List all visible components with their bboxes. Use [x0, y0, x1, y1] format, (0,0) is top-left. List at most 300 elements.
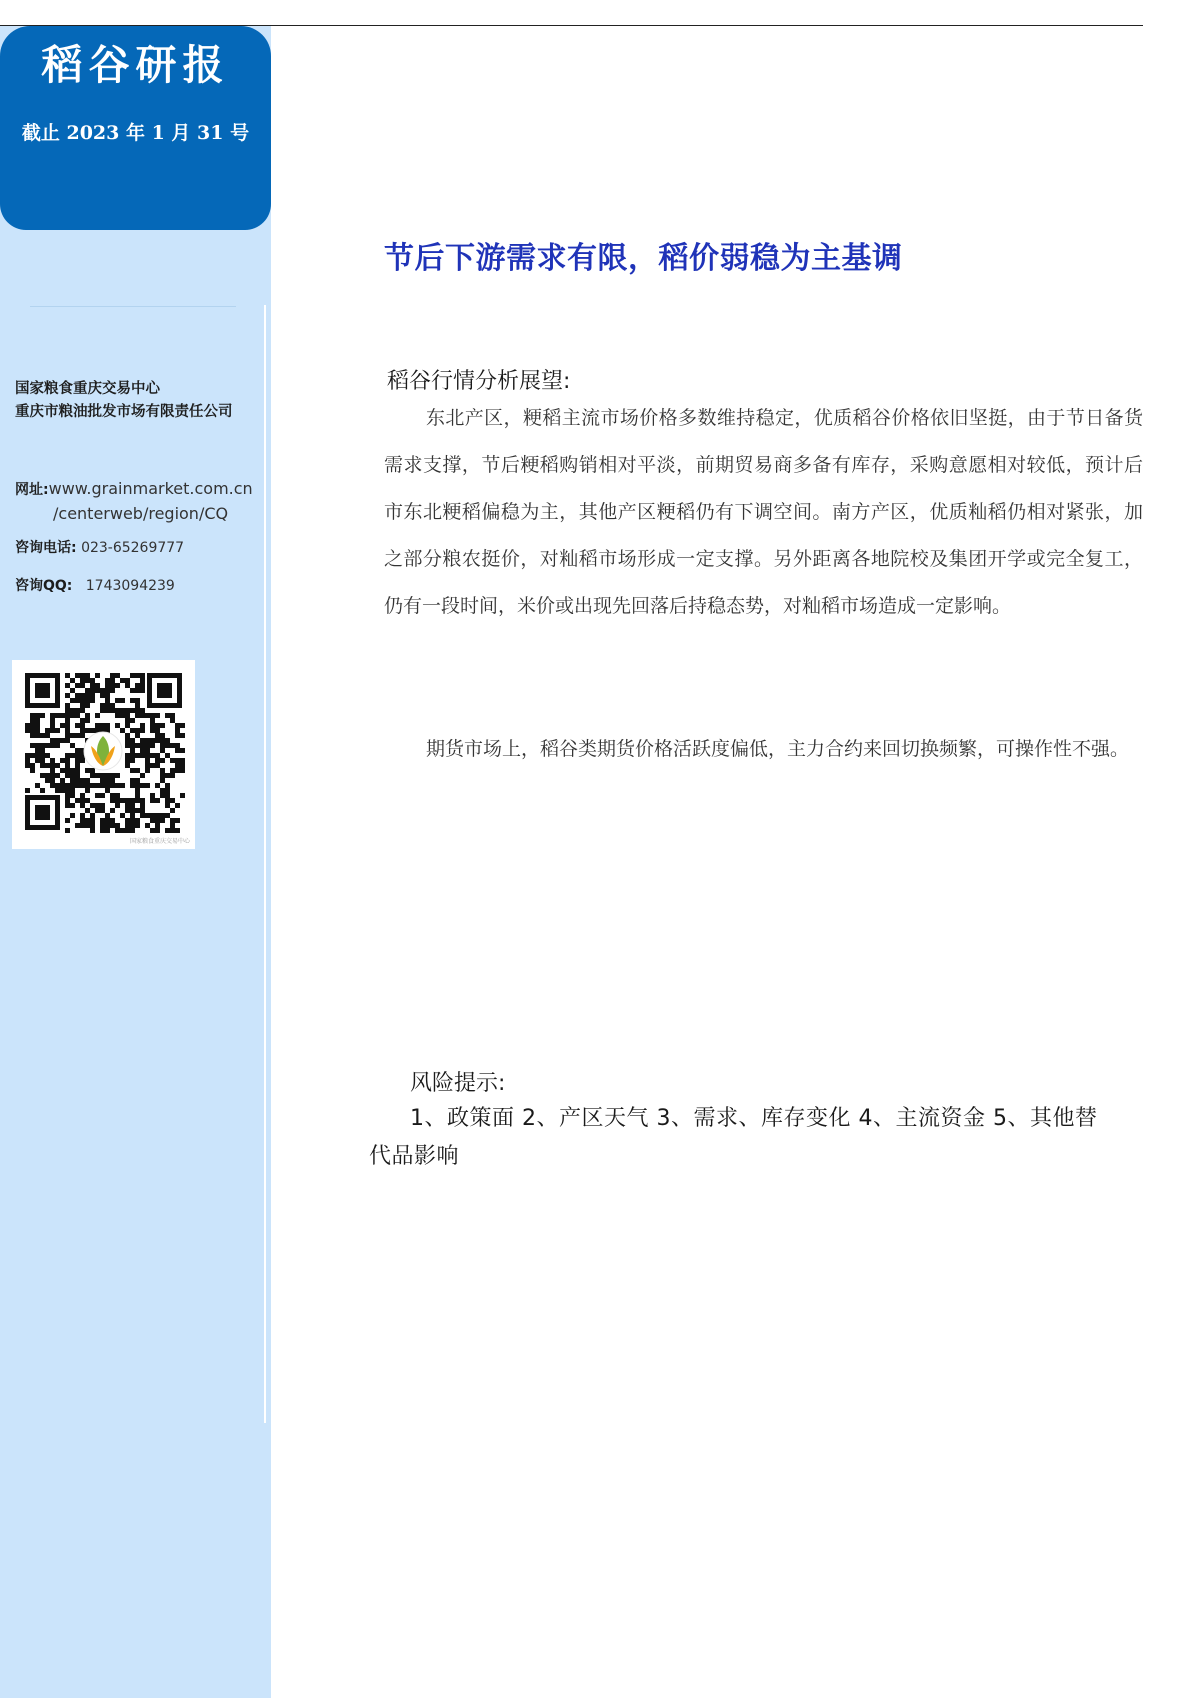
- qr-module: [60, 768, 65, 773]
- qr-module: [110, 688, 115, 693]
- qr-module: [40, 758, 45, 763]
- qr-module: [45, 753, 50, 758]
- qr-module: [45, 763, 50, 768]
- qr-module: [160, 793, 165, 798]
- qr-module: [115, 773, 120, 778]
- qr-module: [85, 788, 90, 793]
- qr-module: [160, 778, 165, 783]
- qr-module: [55, 713, 60, 718]
- qr-module: [85, 783, 90, 788]
- qr-module: [40, 763, 45, 768]
- qr-module: [40, 788, 45, 793]
- qr-module: [155, 738, 160, 743]
- qr-module: [140, 728, 145, 733]
- qr-module: [170, 718, 175, 723]
- qr-module: [125, 808, 130, 813]
- qr-module: [155, 713, 160, 718]
- qr-module: [155, 763, 160, 768]
- qr-module: [70, 788, 75, 793]
- qr-module: [30, 753, 35, 758]
- qr-module: [100, 773, 105, 778]
- qr-module: [140, 688, 145, 693]
- qr-module: [40, 713, 45, 718]
- qr-module: [100, 818, 105, 823]
- qr-module: [175, 803, 180, 808]
- qr-module: [110, 773, 115, 778]
- qr-module: [70, 803, 75, 808]
- qr-module: [155, 828, 160, 833]
- risk-items: 1、政策面 2、产区天气 3、需求、库存变化 4、主流资金 5、其他替代品影响: [369, 1106, 1098, 1169]
- qr-module: [75, 823, 80, 828]
- qr-module: [95, 773, 100, 778]
- qr-module: [100, 688, 105, 693]
- qr-module: [170, 773, 175, 778]
- qr-module: [160, 773, 165, 778]
- qr-module: [85, 698, 90, 703]
- qr-module: [160, 743, 165, 748]
- qr-module: [85, 718, 90, 723]
- qr-module: [105, 678, 110, 683]
- qr-module: [95, 783, 100, 788]
- qq-line: [15, 575, 175, 595]
- qr-module: [160, 748, 165, 753]
- phone-line: [15, 537, 184, 557]
- qr-module: [75, 683, 80, 688]
- qr-module: [90, 698, 95, 703]
- qr-module: [75, 723, 80, 728]
- qr-module: [120, 678, 125, 683]
- qr-module: [125, 708, 130, 713]
- qr-module: [80, 803, 85, 808]
- org-name-primary: 国家粮食重庆交易中心: [15, 381, 160, 397]
- qr-module: [95, 723, 100, 728]
- qr-module: [175, 818, 180, 823]
- qr-module: [165, 773, 170, 778]
- qr-module: [60, 738, 65, 743]
- qr-module: [90, 803, 95, 808]
- qr-module: [65, 818, 70, 823]
- qr-module: [155, 818, 160, 823]
- qr-module: [105, 773, 110, 778]
- qr-module: [145, 768, 150, 773]
- qr-module: [175, 723, 180, 728]
- qr-module: [115, 713, 120, 718]
- brand-title: 稻谷研报: [41, 41, 230, 89]
- qr-module: [30, 713, 35, 718]
- qr-module: [145, 748, 150, 753]
- qr-module: [150, 738, 155, 743]
- qr-module: [90, 688, 95, 693]
- qr-module: [115, 783, 120, 788]
- qr-module: [85, 728, 90, 733]
- qr-module: [115, 708, 120, 713]
- qr-module: [35, 783, 40, 788]
- qr-module: [120, 798, 125, 803]
- qr-module: [85, 673, 90, 678]
- qr-module: [175, 748, 180, 753]
- qr-module: [60, 723, 65, 728]
- qr-module: [70, 698, 75, 703]
- qr-module: [110, 778, 115, 783]
- qr-module: [25, 758, 30, 763]
- qr-module: [85, 823, 90, 828]
- qr-module: [85, 713, 90, 718]
- qr-module: [130, 748, 135, 753]
- qr-module: [80, 683, 85, 688]
- qr-module: [140, 798, 145, 803]
- qr-module: [100, 808, 105, 813]
- qr-module: [75, 698, 80, 703]
- qr-module: [35, 753, 40, 758]
- qr-module: [135, 783, 140, 788]
- qr-module: [110, 703, 115, 708]
- qr-module: [130, 698, 135, 703]
- qr-module: [170, 713, 175, 718]
- qr-module: [170, 768, 175, 773]
- qr-module: [105, 788, 110, 793]
- qr-module: [110, 673, 115, 678]
- qr-module: [35, 723, 40, 728]
- qr-module: [65, 783, 70, 788]
- qr-module: [80, 728, 85, 733]
- qr-code: [12, 660, 195, 849]
- qr-module: [155, 723, 160, 728]
- qr-module: [120, 713, 125, 718]
- qr-module: [130, 808, 135, 813]
- qr-module: [90, 768, 95, 773]
- qr-module: [40, 753, 45, 758]
- qr-module: [180, 758, 185, 763]
- qr-module: [155, 728, 160, 733]
- qr-module: [135, 768, 140, 773]
- qr-module: [130, 778, 135, 783]
- qr-module: [150, 743, 155, 748]
- qr-module: [135, 683, 140, 688]
- qr-module: [180, 793, 185, 798]
- qr-module: [135, 788, 140, 793]
- qr-module: [30, 733, 35, 738]
- qr-module: [125, 828, 130, 833]
- qr-module: [150, 798, 155, 803]
- qr-module: [55, 728, 60, 733]
- qr-module: [85, 778, 90, 783]
- qr-module: [150, 718, 155, 723]
- qr-module: [40, 733, 45, 738]
- qr-module: [55, 788, 60, 793]
- qr-module: [155, 798, 160, 803]
- qr-module: [80, 673, 85, 678]
- qr-module: [140, 803, 145, 808]
- website-url[interactable]: www.grainmarket.com.cn: [48, 479, 253, 498]
- qr-module: [65, 798, 70, 803]
- qr-module: [50, 723, 55, 728]
- qr-module: [180, 763, 185, 768]
- qr-module: [105, 698, 110, 703]
- website-label: 网址:: [15, 482, 49, 498]
- qr-module: [50, 728, 55, 733]
- qr-module: [125, 763, 130, 768]
- qr-module: [140, 743, 145, 748]
- qr-module: [75, 798, 80, 803]
- qr-module: [130, 753, 135, 758]
- qr-module: [160, 758, 165, 763]
- qr-module: [105, 688, 110, 693]
- qr-module: [130, 758, 135, 763]
- qr-module: [115, 673, 120, 678]
- qr-module: [120, 813, 125, 818]
- qr-module: [125, 758, 130, 763]
- qr-module: [65, 788, 70, 793]
- qr-module: [65, 773, 70, 778]
- qr-module: [80, 813, 85, 818]
- qr-module: [175, 758, 180, 763]
- qr-module: [110, 678, 115, 683]
- qr-module: [80, 818, 85, 823]
- qr-module: [150, 763, 155, 768]
- qr-module: [175, 763, 180, 768]
- qr-module: [180, 723, 185, 728]
- qr-module: [75, 693, 80, 698]
- qr-module: [85, 808, 90, 813]
- qr-module: [150, 753, 155, 758]
- qr-module: [170, 818, 175, 823]
- qr-module: [100, 803, 105, 808]
- qr-module: [115, 698, 120, 703]
- qr-module: [70, 713, 75, 718]
- qr-module: [70, 813, 75, 818]
- qr-module: [35, 743, 40, 748]
- qr-module: [85, 678, 90, 683]
- qr-module: [125, 738, 130, 743]
- sidebar: [0, 26, 271, 1698]
- qr-module: [35, 718, 40, 723]
- qr-module: [25, 728, 30, 733]
- qr-module: [140, 673, 145, 678]
- qr-module: [105, 823, 110, 828]
- website-url-continued[interactable]: /centerweb/region/CQ: [53, 504, 229, 523]
- qr-module: [25, 723, 30, 728]
- qr-module: [30, 743, 35, 748]
- qr-module: [130, 738, 135, 743]
- qr-module: [165, 753, 170, 758]
- qr-module: [165, 813, 170, 818]
- qr-module: [165, 743, 170, 748]
- qr-module: [105, 723, 110, 728]
- qr-module: [75, 768, 80, 773]
- qr-module: [105, 783, 110, 788]
- qr-module: [140, 708, 145, 713]
- qr-module: [150, 793, 155, 798]
- qr-module: [70, 678, 75, 683]
- qr-module: [95, 713, 100, 718]
- qr-module: [130, 828, 135, 833]
- qr-module: [110, 793, 115, 798]
- qr-module: [70, 753, 75, 758]
- qr-module: [65, 733, 70, 738]
- qr-module: [95, 808, 100, 813]
- qr-module: [145, 753, 150, 758]
- qr-module: [110, 808, 115, 813]
- qr-module: [160, 723, 165, 728]
- qr-module: [40, 743, 45, 748]
- qr-module: [75, 763, 80, 768]
- qr-module: [55, 773, 60, 778]
- qr-module: [165, 793, 170, 798]
- qr-module: [175, 828, 180, 833]
- analysis-paragraph-1: 东北产区，粳稻主流市场价格多数维持稳定，优质稻谷价格依旧坚挺，由于节日备货需求支撑，节后粳稻购销相对平淡，前期贸易商多备有库存，采购意愿相对较低，预计后市东北粳稻偏稳为主，其他产区粳稻仍有下调空间。南方产区，优质籼稻仍相对紧张，加之部分粮农挺价，对籼稻市场形成一定支撑。另外距离各地院校及集团开学或完全复工，仍有一段时间，米价或出现先回落后持稳态势，对籼稻市场造成一定影响。: [384, 407, 1143, 617]
- qr-module: [130, 718, 135, 723]
- qr-module: [175, 743, 180, 748]
- qr-module: [100, 793, 105, 798]
- qr-module: [125, 743, 130, 748]
- qr-module: [135, 798, 140, 803]
- qr-module: [100, 693, 105, 698]
- sidebar-separator: [30, 306, 236, 307]
- qr-module: [90, 728, 95, 733]
- qr-module: [110, 798, 115, 803]
- qr-module: [105, 683, 110, 688]
- qr-module: [110, 818, 115, 823]
- qr-module: [170, 758, 175, 763]
- qr-module: [175, 733, 180, 738]
- qr-module: [140, 783, 145, 788]
- qr-module: [160, 813, 165, 818]
- qr-module: [30, 723, 35, 728]
- qr-module: [120, 708, 125, 713]
- qr-module: [85, 693, 90, 698]
- qr-module: [80, 718, 85, 723]
- qr-module: [155, 758, 160, 763]
- qr-module: [165, 738, 170, 743]
- qr-module: [75, 713, 80, 718]
- qr-module: [130, 673, 135, 678]
- qr-module: [155, 823, 160, 828]
- qr-module: [50, 783, 55, 788]
- qr-module: [65, 793, 70, 798]
- qr-module: [70, 783, 75, 788]
- qr-module: [135, 778, 140, 783]
- qr-module: [150, 818, 155, 823]
- qr-module: [140, 808, 145, 813]
- qr-module: [70, 778, 75, 783]
- qr-module: [65, 753, 70, 758]
- qr-module: [60, 788, 65, 793]
- qr-module: [145, 823, 150, 828]
- qr-module: [65, 718, 70, 723]
- qr-module: [170, 828, 175, 833]
- qr-module: [150, 813, 155, 818]
- qr-module: [105, 828, 110, 833]
- qr-module: [55, 783, 60, 788]
- qr-module: [170, 808, 175, 813]
- qr-module: [40, 748, 45, 753]
- qr-module: [140, 813, 145, 818]
- qr-module: [135, 713, 140, 718]
- qr-module: [170, 823, 175, 828]
- qr-module: [35, 733, 40, 738]
- qr-module: [50, 713, 55, 718]
- qr-module: [165, 798, 170, 803]
- qr-module: [150, 723, 155, 728]
- qr-module: [110, 783, 115, 788]
- qr-module: [160, 788, 165, 793]
- qr-module: [65, 723, 70, 728]
- qr-module: [30, 763, 35, 768]
- qr-module: [35, 728, 40, 733]
- qr-module: [35, 748, 40, 753]
- qr-module: [110, 683, 115, 688]
- qr-module: [170, 798, 175, 803]
- qr-module: [120, 783, 125, 788]
- qr-caption: 国家粮食重庆交易中心: [130, 838, 191, 845]
- qr-module: [125, 713, 130, 718]
- qr-module: [175, 768, 180, 773]
- qr-module: [70, 768, 75, 773]
- qr-module: [65, 763, 70, 768]
- qr-module: [135, 688, 140, 693]
- qr-module: [100, 708, 105, 713]
- qr-module: [75, 708, 80, 713]
- qr-module: [100, 778, 105, 783]
- qr-module: [65, 768, 70, 773]
- qr-module: [65, 728, 70, 733]
- qr-module: [65, 703, 70, 708]
- qr-module: [135, 703, 140, 708]
- qr-module: [130, 813, 135, 818]
- qr-module: [65, 708, 70, 713]
- qr-module: [85, 768, 90, 773]
- qq-label: 咨询QQ:: [15, 578, 73, 594]
- qr-module: [95, 793, 100, 798]
- qr-module: [50, 738, 55, 743]
- qr-module: [150, 728, 155, 733]
- phone-number: 023-65269777: [81, 540, 185, 556]
- qr-module: [140, 748, 145, 753]
- qr-module: [50, 773, 55, 778]
- qr-module: [75, 778, 80, 783]
- qr-module: [30, 768, 35, 773]
- qr-module: [105, 778, 110, 783]
- qr-module: [125, 733, 130, 738]
- qr-module: [145, 783, 150, 788]
- qr-module: [125, 803, 130, 808]
- qr-module: [120, 728, 125, 733]
- qr-module: [160, 733, 165, 738]
- qr-module: [105, 813, 110, 818]
- qr-module: [25, 788, 30, 793]
- qr-module: [45, 733, 50, 738]
- qr-module: [65, 738, 70, 743]
- qr-module: [140, 683, 145, 688]
- qr-module: [130, 743, 135, 748]
- qr-module: [165, 803, 170, 808]
- qr-module: [80, 758, 85, 763]
- qr-module: [45, 728, 50, 733]
- qr-module: [75, 748, 80, 753]
- qr-module: [90, 783, 95, 788]
- qr-module: [130, 823, 135, 828]
- qr-module: [145, 743, 150, 748]
- qr-module: [180, 748, 185, 753]
- qr-module: [45, 743, 50, 748]
- qr-module: [85, 818, 90, 823]
- qr-module: [40, 773, 45, 778]
- qr-module: [135, 753, 140, 758]
- qr-module: [75, 733, 80, 738]
- qr-module: [50, 778, 55, 783]
- qr-module: [160, 768, 165, 773]
- qr-module: [55, 738, 60, 743]
